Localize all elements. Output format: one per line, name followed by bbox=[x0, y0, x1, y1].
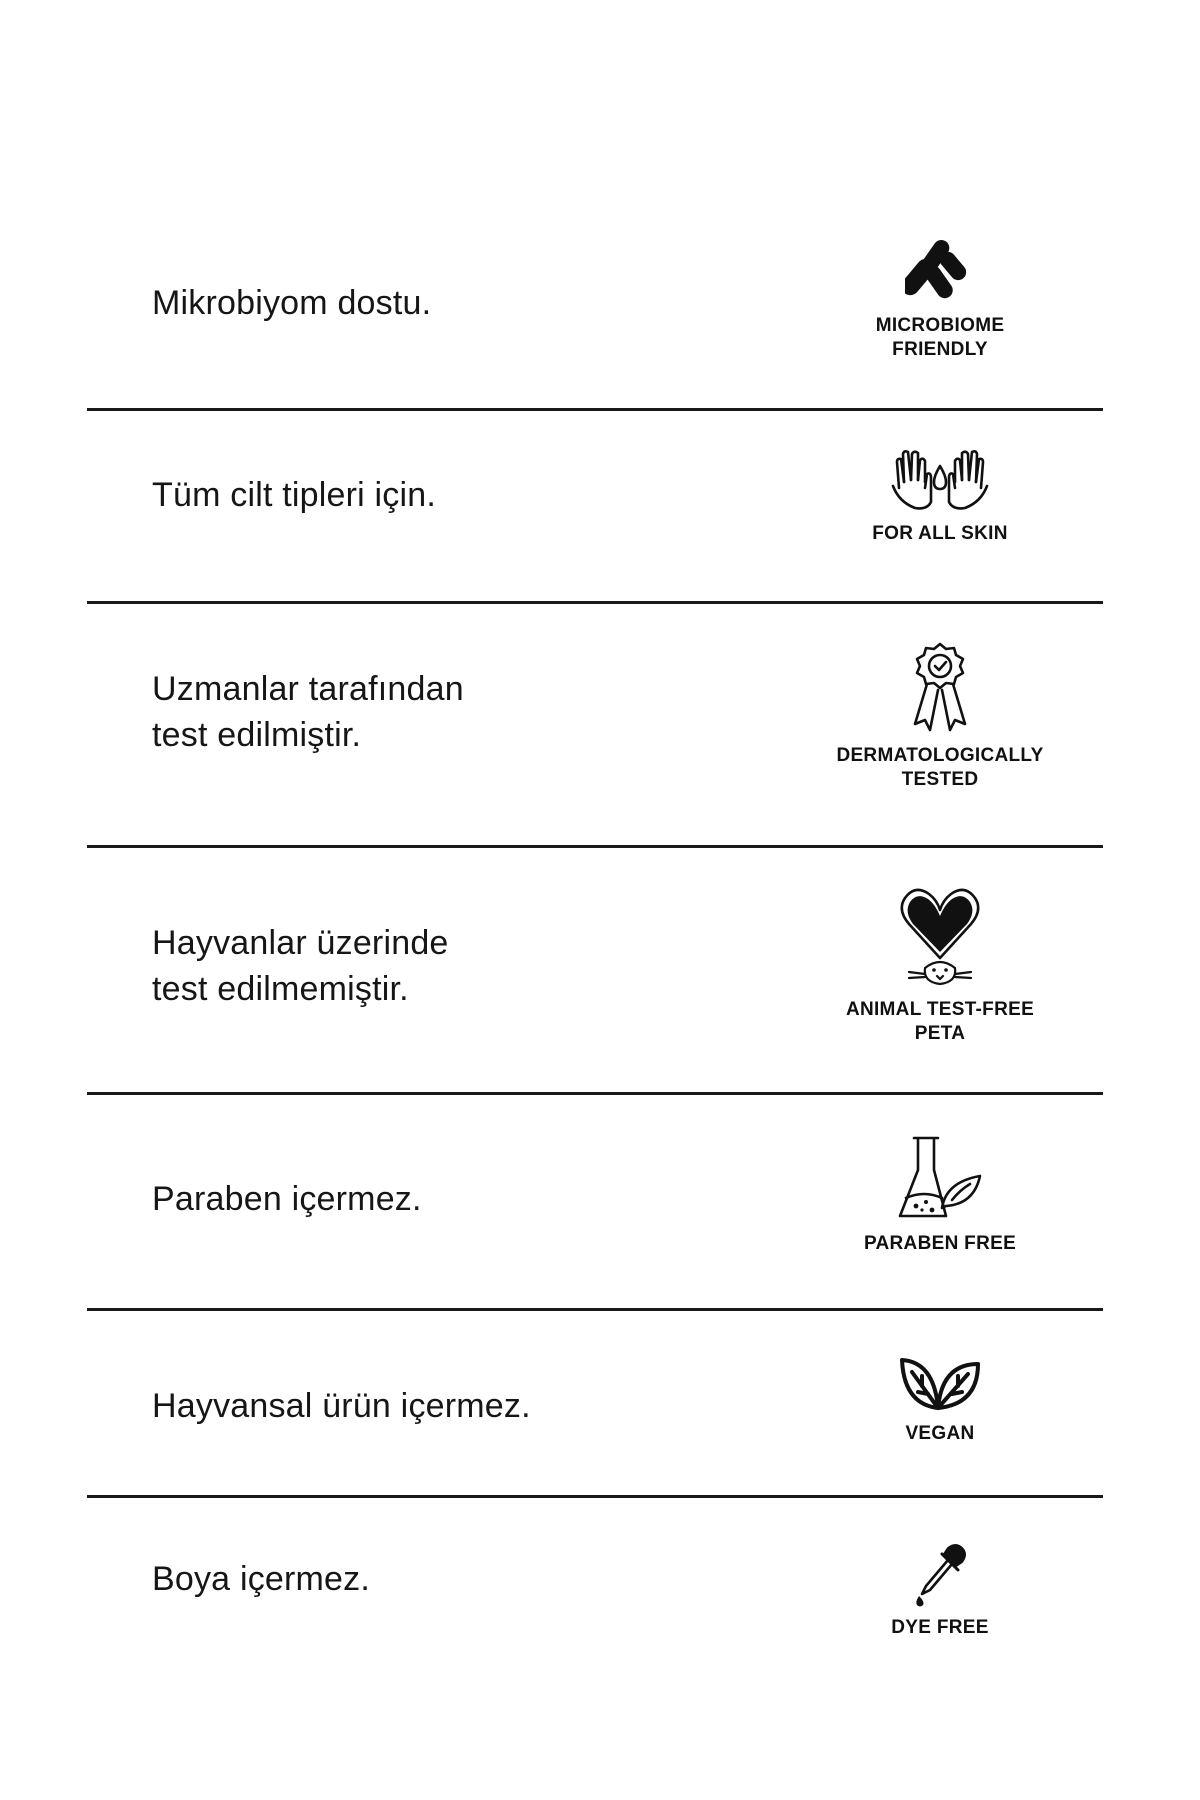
row-divider bbox=[87, 1495, 1103, 1498]
row-divider bbox=[87, 601, 1103, 604]
feature-text-microbiome: Mikrobiyom dostu. bbox=[152, 284, 432, 322]
badge-label-dye-free: DYE FREE bbox=[891, 1617, 989, 1638]
bacteria-icon bbox=[905, 236, 975, 306]
badge-label-microbiome: MICROBIOME FRIENDLY bbox=[875, 315, 1005, 360]
feature-badge-dye-free bbox=[810, 1542, 1070, 1640]
feature-text-vegan: Hayvansal ürün içermez. bbox=[152, 1387, 531, 1425]
feature-text-dye-free: Boya içermez. bbox=[152, 1560, 371, 1598]
row-divider bbox=[87, 1308, 1103, 1311]
feature-badge-derm-tested bbox=[810, 640, 1070, 792]
feature-badge-paraben-free bbox=[810, 1134, 1070, 1256]
dropper-icon bbox=[910, 1542, 970, 1608]
flask-leaf-icon bbox=[894, 1134, 986, 1224]
badge-label-all-skin: FOR ALL SKIN bbox=[872, 523, 1008, 544]
row-divider bbox=[87, 1092, 1103, 1095]
feature-badge-all-skin bbox=[810, 448, 1070, 546]
feature-text-derm-tested: Uzmanlar tarafından test edilmiştir. bbox=[152, 670, 464, 754]
feature-badge-microbiome bbox=[810, 236, 1070, 362]
row-divider bbox=[87, 845, 1103, 848]
hands-drop-icon bbox=[885, 448, 995, 514]
leaves-icon bbox=[898, 1354, 982, 1414]
badge-label-animal-test-free: ANIMAL TEST-FREE PETA bbox=[845, 999, 1035, 1044]
feature-text-paraben-free: Paraben içermez. bbox=[152, 1180, 422, 1218]
badge-label-derm-tested: DERMATOLOGICALLY TESTED bbox=[836, 745, 1044, 790]
row-divider bbox=[87, 408, 1103, 411]
heart-bunny-icon bbox=[895, 886, 985, 990]
feature-text-animal-test-free: Hayvanlar üzerinde test edilmemiştir. bbox=[152, 924, 449, 1008]
feature-text-all-skin: Tüm cilt tipleri için. bbox=[152, 476, 437, 514]
award-ribbon-icon bbox=[905, 640, 975, 736]
feature-badge-vegan bbox=[810, 1354, 1070, 1446]
feature-badge-animal-test-free bbox=[810, 886, 1070, 1046]
badge-label-vegan: VEGAN bbox=[905, 1423, 975, 1444]
badge-label-paraben-free: PARABEN FREE bbox=[863, 1233, 1017, 1254]
